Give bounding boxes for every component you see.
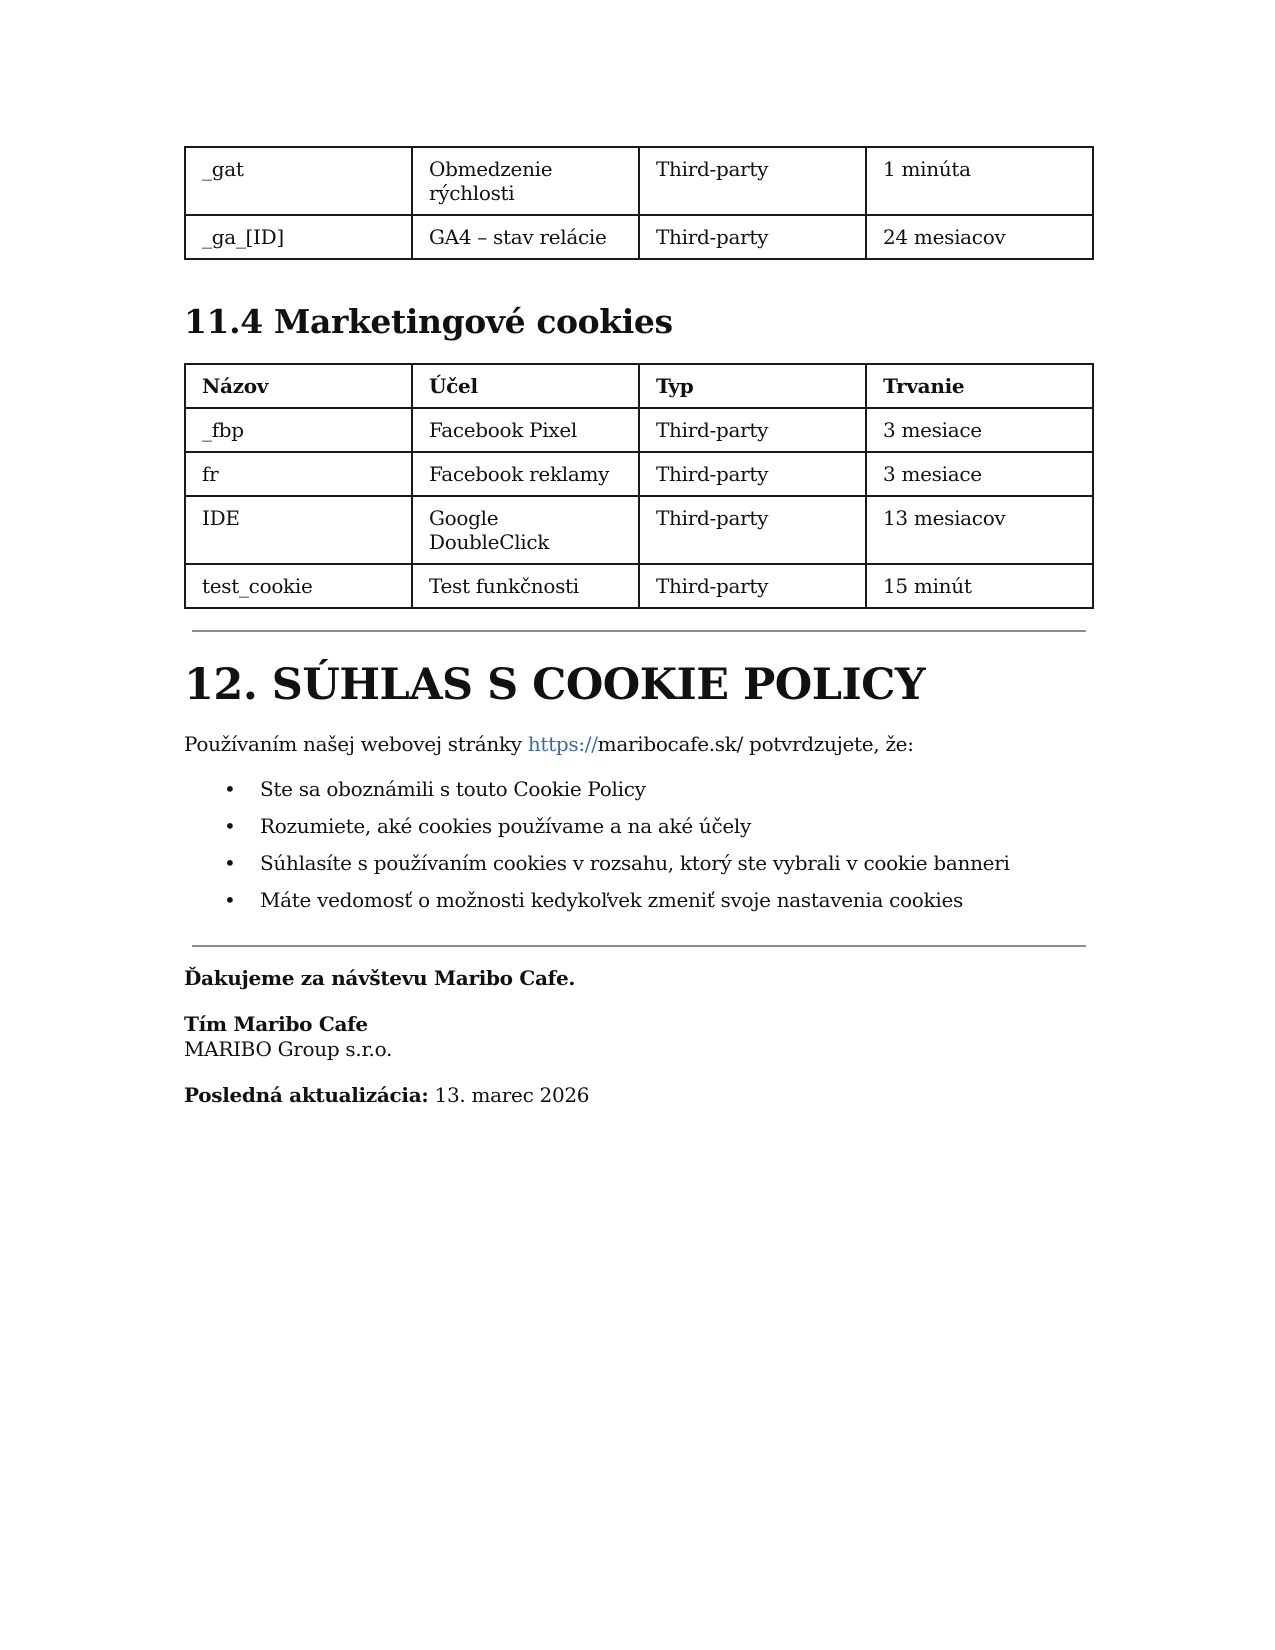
cookie-purpose-cell: Google DoubleClick [412, 496, 639, 564]
cookie-name-cell: _gat [185, 147, 412, 215]
cookie-purpose-cell: Obmedzenie rýchlosti [412, 147, 639, 215]
cookie-purpose-cell: Test funkčnosti [412, 564, 639, 608]
column-header-duration: Trvanie [866, 364, 1093, 408]
cookie-name-cell: IDE [185, 496, 412, 564]
cookie-purpose-cell: Facebook Pixel [412, 408, 639, 452]
list-item [184, 776, 1010, 813]
cookie-duration-cell: 3 mesiace [866, 408, 1093, 452]
cookie-duration-cell: 24 mesiacov [866, 215, 1093, 259]
marketing-cookies-heading: 11.4 Marketingové cookies [184, 302, 673, 341]
intro-text-after: maribocafe.sk/ potvrdzujete, že: [597, 732, 914, 756]
last-updated-line [184, 1083, 589, 1107]
cookie-purpose-cell: Facebook reklamy [412, 452, 639, 496]
table-header-row [185, 364, 1093, 408]
list-item-text: Máte vedomosť o možnosti kedykoľvek zmeniť svoje nastavenia cookies [260, 888, 963, 912]
list-item-text: Ste sa oboznámili s touto Cookie Policy [260, 777, 646, 801]
table-row [185, 147, 1093, 215]
analytics-cookies-table-continued [184, 146, 1094, 260]
intro-text-before: Používaním našej webovej stránky [184, 732, 528, 756]
list-item-text: Súhlasíte s používaním cookies v rozsahu, ktorý ste vybrali v cookie banneri [260, 851, 1010, 875]
cookie-type-cell: Third-party [639, 564, 866, 608]
consent-section-title: 12. SÚHLAS S COOKIE POLICY [184, 660, 926, 710]
table-row [185, 408, 1093, 452]
thanks-line: Ďakujeme za návštevu Maribo Cafe. [184, 966, 576, 990]
cookie-duration-cell: 15 minút [866, 564, 1093, 608]
column-header-purpose: Účel [412, 364, 639, 408]
table-row [185, 452, 1093, 496]
cookie-name-cell: _fbp [185, 408, 412, 452]
bullet-icon: • [224, 777, 236, 801]
cookie-type-cell: Third-party [639, 408, 866, 452]
list-item [184, 813, 1010, 850]
list-item [184, 850, 1010, 887]
last-updated-label: Posledná aktualizácia: [184, 1083, 429, 1107]
cookie-type-cell: Third-party [639, 147, 866, 215]
cookie-purpose-cell: GA4 – stav relácie [412, 215, 639, 259]
cookie-name-cell: _ga_[ID] [185, 215, 412, 259]
cookie-name-cell: fr [185, 452, 412, 496]
cookie-type-cell: Third-party [639, 452, 866, 496]
table-row [185, 215, 1093, 259]
marketing-cookies-table [184, 363, 1094, 609]
bullet-icon: • [224, 888, 236, 912]
bullet-icon: • [224, 814, 236, 838]
cookie-type-cell: Third-party [639, 496, 866, 564]
website-link[interactable]: https:// [527, 732, 598, 756]
cookie-duration-cell: 13 mesiacov [866, 496, 1093, 564]
team-signature: Tím Maribo Cafe [184, 1012, 368, 1036]
horizontal-rule [192, 630, 1086, 632]
cookie-name-cell: test_cookie [185, 564, 412, 608]
bullet-icon: • [224, 851, 236, 875]
consent-intro-paragraph [184, 732, 914, 756]
table-row [185, 564, 1093, 608]
horizontal-rule [192, 945, 1086, 947]
company-name: MARIBO Group s.r.o. [184, 1037, 393, 1061]
last-updated-value: 13. marec 2026 [428, 1083, 590, 1107]
cookie-type-cell: Third-party [639, 215, 866, 259]
cookie-duration-cell: 3 mesiace [866, 452, 1093, 496]
table-row [185, 496, 1093, 564]
cookie-duration-cell: 1 minúta [866, 147, 1093, 215]
consent-bullet-list [184, 776, 1010, 924]
list-item-text: Rozumiete, aké cookies používame a na aké účely [260, 814, 752, 838]
list-item [184, 887, 1010, 924]
column-header-name: Názov [185, 364, 412, 408]
column-header-type: Typ [639, 364, 866, 408]
